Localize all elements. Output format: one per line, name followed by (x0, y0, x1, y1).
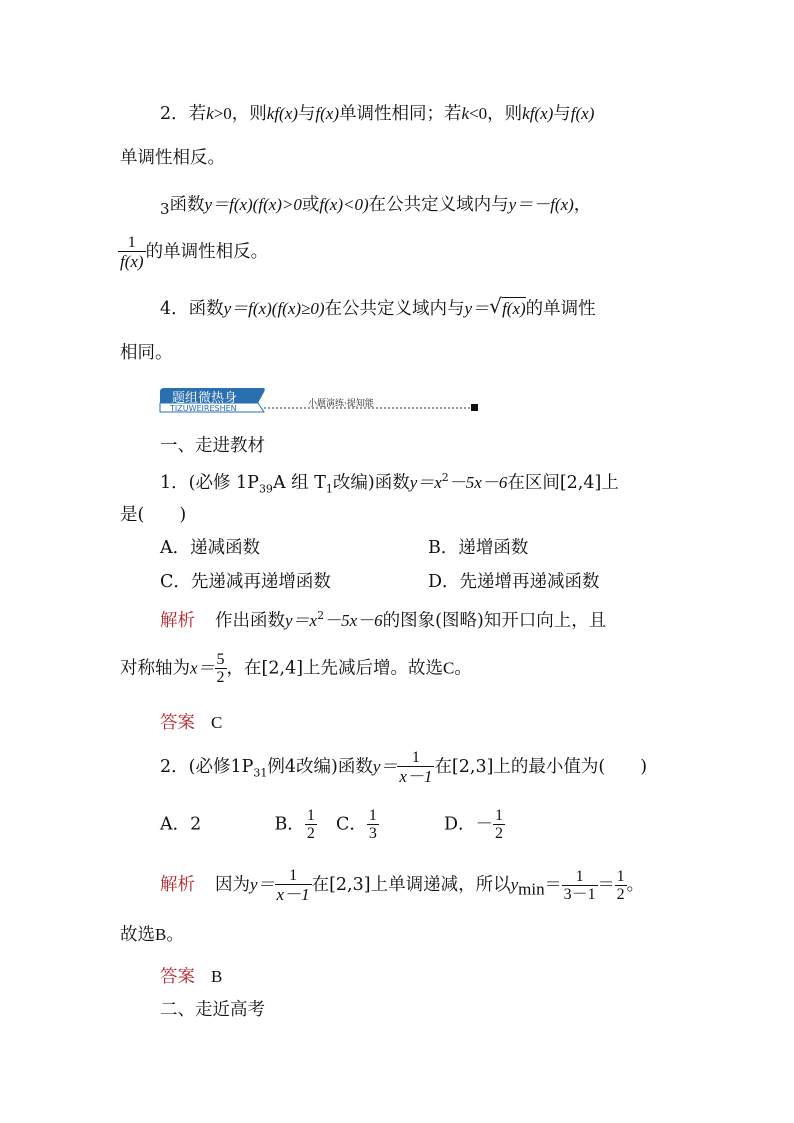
q2-text: 2．(必修1P (160, 757, 254, 777)
frac-num: 5 (216, 651, 225, 668)
fraction (562, 869, 598, 903)
section-1-heading: 一、走进教材 (160, 436, 265, 456)
rule-2-line2: 单调性相反。 (120, 148, 225, 168)
rule-3-number: 3 (160, 200, 170, 218)
q1-func2: －5x－6 (448, 472, 508, 492)
conclusion-text: 故选 (120, 925, 155, 945)
frac-den: f(x) (120, 252, 144, 271)
text-func: 函数 (169, 195, 205, 215)
fraction (215, 652, 227, 686)
analysis-eq: ＝ (597, 875, 615, 894)
conclusion-end: 。 (166, 925, 184, 945)
frac-num: 1 (575, 867, 584, 885)
answer-label: 答案 (160, 713, 195, 733)
rule-3-line2 (118, 235, 268, 270)
answer-label: 答案 (160, 967, 195, 987)
q2-answer (160, 968, 222, 987)
banner-title: 题组微热身 (172, 391, 238, 406)
q2-option-d: D．－ (444, 814, 494, 835)
analysis-text: 作出函数 (215, 610, 285, 631)
frac-num: 1 (289, 867, 298, 884)
answer-value: C (211, 713, 223, 732)
sqrt-arg: f(x) (502, 299, 526, 318)
analysis-text: 因为 (215, 875, 250, 895)
section-banner (158, 386, 483, 418)
text-then: ，则 (487, 104, 523, 124)
fraction (305, 808, 317, 842)
sqrt (489, 294, 526, 318)
analysis-eq: ＝ (544, 875, 562, 894)
rule-2-line1 (160, 105, 594, 124)
rule-4-line2: 相同。 (120, 343, 173, 363)
q1-text2: A 组 T (272, 472, 326, 493)
banner-subtitle: 小题演练·提知能 (308, 399, 374, 409)
math-k: k (206, 104, 214, 123)
analysis-min-sub: min (518, 879, 545, 899)
rule-3-line1 (160, 195, 592, 218)
analysis-label: 解析 (160, 610, 195, 631)
axis-end: 。 (454, 658, 472, 679)
axis-x: x＝ (190, 658, 215, 678)
math-expr: y＝ (464, 299, 490, 318)
analysis-text2: 在[2,3]上单调递减，所以 (311, 875, 511, 895)
text-same: 单调性相同；若 (339, 104, 462, 124)
q1-option-b: B．递增函数 (428, 538, 529, 558)
fraction (275, 868, 312, 903)
q1-text3: 改编)函数 (332, 472, 410, 493)
q2-options (160, 808, 505, 842)
rule-4-line1 (160, 294, 596, 319)
math-gt0: >0 (213, 104, 232, 123)
math-expr: f(x)<0) (319, 195, 369, 214)
fraction (367, 808, 379, 842)
banner-pinyin: TIZUWEIRESHEN (170, 404, 237, 413)
math-k: k (461, 104, 470, 123)
q1-sub: 1 (325, 482, 333, 496)
frac-num: 1 (411, 749, 420, 766)
radical-sign: √ (489, 294, 502, 318)
q2-text2: 例4改编)函数 (267, 757, 373, 777)
q1-text: 1．(必修 1P (160, 472, 259, 493)
text-tail: 的单调性 (525, 299, 596, 319)
q1-answer (160, 714, 222, 733)
axis-text2: ，在[2,4]上先减后增。故选 (226, 658, 444, 679)
q1-option-a: A．递减函数 (160, 538, 261, 558)
q2-func: y＝ (372, 757, 398, 776)
rule-2-number: 2．若 (160, 104, 207, 124)
q1-analysis-line2 (120, 652, 472, 686)
frac-den: 2 (216, 669, 225, 686)
text-domain: 在公共定义域内与 (368, 195, 509, 215)
answer-value: B (211, 967, 223, 986)
rule-4-number: 4．函数 (160, 299, 224, 319)
frac-num: 1 (495, 807, 504, 824)
question-2-line1 (160, 750, 647, 785)
analysis-sup: 2 (317, 609, 325, 622)
q2-option-a: A．2 (160, 814, 202, 835)
math-expr: y＝－f(x) (508, 195, 574, 214)
analysis-y: y＝ (250, 875, 275, 894)
section-2-heading: 二、走近高考 (160, 1000, 265, 1020)
frac-num: 1 (616, 867, 625, 885)
fraction (493, 808, 505, 842)
math-fx: f(x) (570, 104, 595, 123)
text-comma: ， (573, 195, 592, 215)
q1-text4: 在区间[2,4]上 (507, 472, 619, 493)
analysis-ymin: y (510, 875, 519, 894)
q2-sub: 31 (253, 766, 268, 780)
frac-den: 2 (616, 885, 625, 903)
text-with: 与 (553, 104, 571, 124)
frac-den: 3 (368, 825, 377, 842)
q2-option-c: C． (335, 814, 367, 835)
q1-sub: 39 (258, 482, 273, 496)
fraction (397, 750, 434, 785)
q1-option-c: C．先递减再递增函数 (160, 572, 331, 592)
text-then: ，则 (231, 104, 267, 124)
text-or: 或 (301, 195, 320, 215)
math-fx: f(x) (315, 104, 340, 123)
q2-analysis-line1 (160, 868, 644, 903)
frac-num: 1 (306, 807, 315, 824)
axis-text: 对称轴为 (120, 658, 190, 679)
q1-option-d: D．先递增再递减函数 (428, 572, 600, 592)
frac-den: x－1 (276, 885, 310, 904)
analysis-expr2: －5x－6 (324, 610, 383, 630)
frac-den: 2 (495, 825, 504, 842)
frac-den: 2 (306, 825, 315, 842)
math-kfx: kf(x) (522, 104, 554, 123)
q1-sup: 2 (441, 471, 449, 484)
q1-func: y＝x (409, 472, 442, 492)
text-with: 与 (297, 104, 316, 124)
analysis-expr: y＝x (285, 610, 318, 630)
math-kfx: kf(x) (266, 104, 298, 123)
math-lt0: <0 (469, 104, 488, 123)
text-cont: 的单调性相反。 (145, 242, 269, 262)
q2-option-b: B． (274, 814, 305, 835)
conclusion-choice: B (155, 925, 167, 944)
question-1-line1 (160, 472, 619, 494)
fraction (615, 869, 627, 903)
frac-num: 1 (127, 234, 136, 251)
axis-choice: C (443, 658, 455, 678)
frac-den: 3－1 (563, 885, 596, 903)
analysis-text2: 的图象(图略)知开口向上，且 (382, 610, 607, 631)
question-1-line2: 是( ) (120, 505, 187, 525)
q2-text3: 在[2,3]上的最小值为( ) (434, 757, 648, 777)
fraction (118, 235, 146, 270)
frac-den: x－1 (399, 767, 433, 786)
banner-end-square (471, 404, 478, 411)
q2-conclusion (120, 926, 184, 945)
text-domain: 在公共定义域内与 (324, 299, 465, 319)
analysis-end: 。 (626, 875, 645, 895)
math-expr: y＝f(x)(f(x)≥0) (223, 299, 325, 318)
analysis-label: 解析 (160, 875, 195, 895)
q1-analysis-line1 (160, 610, 606, 630)
math-expr: y＝f(x)(f(x)>0 (204, 195, 302, 214)
frac-num: 1 (368, 807, 377, 824)
